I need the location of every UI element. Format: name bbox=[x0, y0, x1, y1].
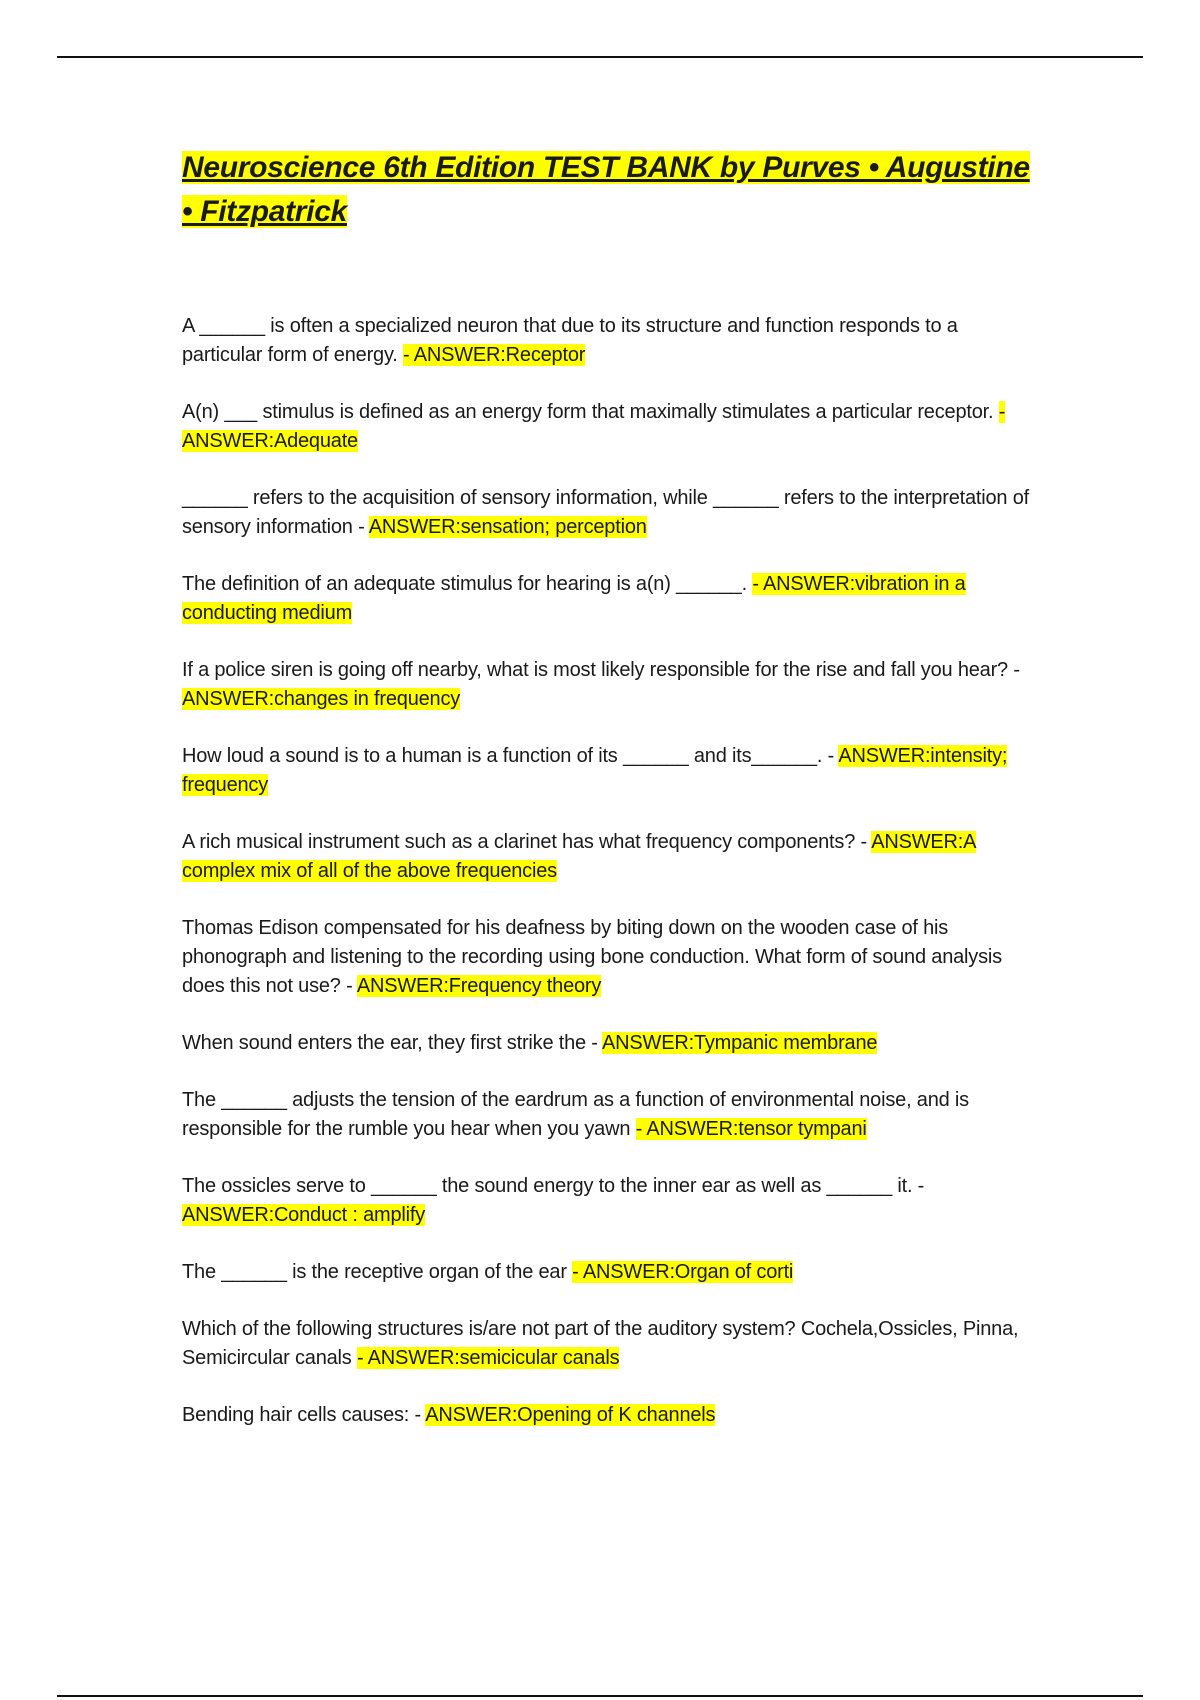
question-text: The ______ is the receptive organ of the ear bbox=[182, 1261, 573, 1283]
qa-item bbox=[182, 484, 1032, 542]
qa-item bbox=[182, 570, 1032, 628]
page-content bbox=[182, 146, 1032, 1458]
document-title bbox=[182, 146, 1032, 234]
question-text: A(n) ___ stimulus is defined as an energy form that maximally stimulates a particular receptor. bbox=[182, 401, 999, 423]
qa-item bbox=[182, 1315, 1032, 1373]
answer-text: ANSWER:intensity; frequency bbox=[182, 745, 1008, 796]
qa-item bbox=[182, 1172, 1032, 1230]
answer-text: - ANSWER:Adequate bbox=[182, 401, 1006, 452]
question-text: ______ refers to the acquisition of sensory information, while ______ refers to the interpretation of sensory information - bbox=[182, 487, 1029, 538]
question-text: Bending hair cells causes: - bbox=[182, 1404, 426, 1426]
question-text: The ossicles serve to ______ the sound energy to the inner ear as well as ______ it. - bbox=[182, 1175, 925, 1197]
qa-item bbox=[182, 914, 1032, 1001]
answer-text: ANSWER:sensation; perception bbox=[368, 516, 647, 538]
qa-item bbox=[182, 1086, 1032, 1144]
document-title-text: Neuroscience 6th Edition TEST BANK by Purves • Augustine • Fitzpatrick bbox=[182, 151, 1030, 228]
bottom-rule bbox=[57, 1695, 1143, 1697]
qa-item bbox=[182, 1258, 1032, 1287]
answer-text: ANSWER:Frequency theory bbox=[356, 975, 602, 997]
qa-item bbox=[182, 1029, 1032, 1058]
qa-item bbox=[182, 398, 1032, 456]
question-text: Which of the following structures is/are not part of the auditory system? Cochela,Ossicles, Pinna, Semicircular canals bbox=[182, 1318, 1019, 1369]
question-text: The definition of an adequate stimulus for hearing is a(n) ______. bbox=[182, 573, 753, 595]
qa-item bbox=[182, 656, 1032, 714]
answer-text: - ANSWER:Organ of corti bbox=[572, 1261, 794, 1283]
qa-item bbox=[182, 742, 1032, 800]
question-text: Thomas Edison compensated for his deafness by biting down on the wooden case of his phonograph and listening to the recording using bone conduction. What form of sound analysis does this not use? - bbox=[182, 917, 1002, 997]
question-text: If a police siren is going off nearby, what is most likely responsible for the rise and fall you hear? - bbox=[182, 659, 1020, 681]
answer-text: ANSWER:Tympanic membrane bbox=[602, 1032, 878, 1054]
answer-text: ANSWER:Opening of K channels bbox=[425, 1404, 716, 1426]
answer-text: - ANSWER:vibration in a conducting medium bbox=[182, 573, 966, 624]
answer-text: - ANSWER:Receptor bbox=[403, 344, 586, 366]
answer-text: ANSWER:Conduct : amplify bbox=[182, 1204, 426, 1226]
qa-item bbox=[182, 828, 1032, 886]
qa-item bbox=[182, 1401, 1032, 1430]
top-rule bbox=[57, 56, 1143, 58]
question-text: When sound enters the ear, they first strike the - bbox=[182, 1032, 603, 1054]
qa-item bbox=[182, 312, 1032, 370]
answer-text: ANSWER:changes in frequency bbox=[182, 688, 461, 710]
answer-text: - ANSWER:tensor tympani bbox=[635, 1118, 867, 1140]
question-text: The ______ adjusts the tension of the eardrum as a function of environmental noise, and is responsible for the rumble you hear when you yawn bbox=[182, 1089, 969, 1140]
answer-text: - ANSWER:semicicular canals bbox=[356, 1347, 620, 1369]
question-text: A ______ is often a specialized neuron that due to its structure and function responds to a particular form of energy. bbox=[182, 315, 958, 366]
answer-text: ANSWER:A complex mix of all of the above frequencies bbox=[182, 831, 977, 882]
question-text: A rich musical instrument such as a clarinet has what frequency components? - bbox=[182, 831, 872, 853]
question-text: How loud a sound is to a human is a function of its ______ and its______. - bbox=[182, 745, 839, 767]
